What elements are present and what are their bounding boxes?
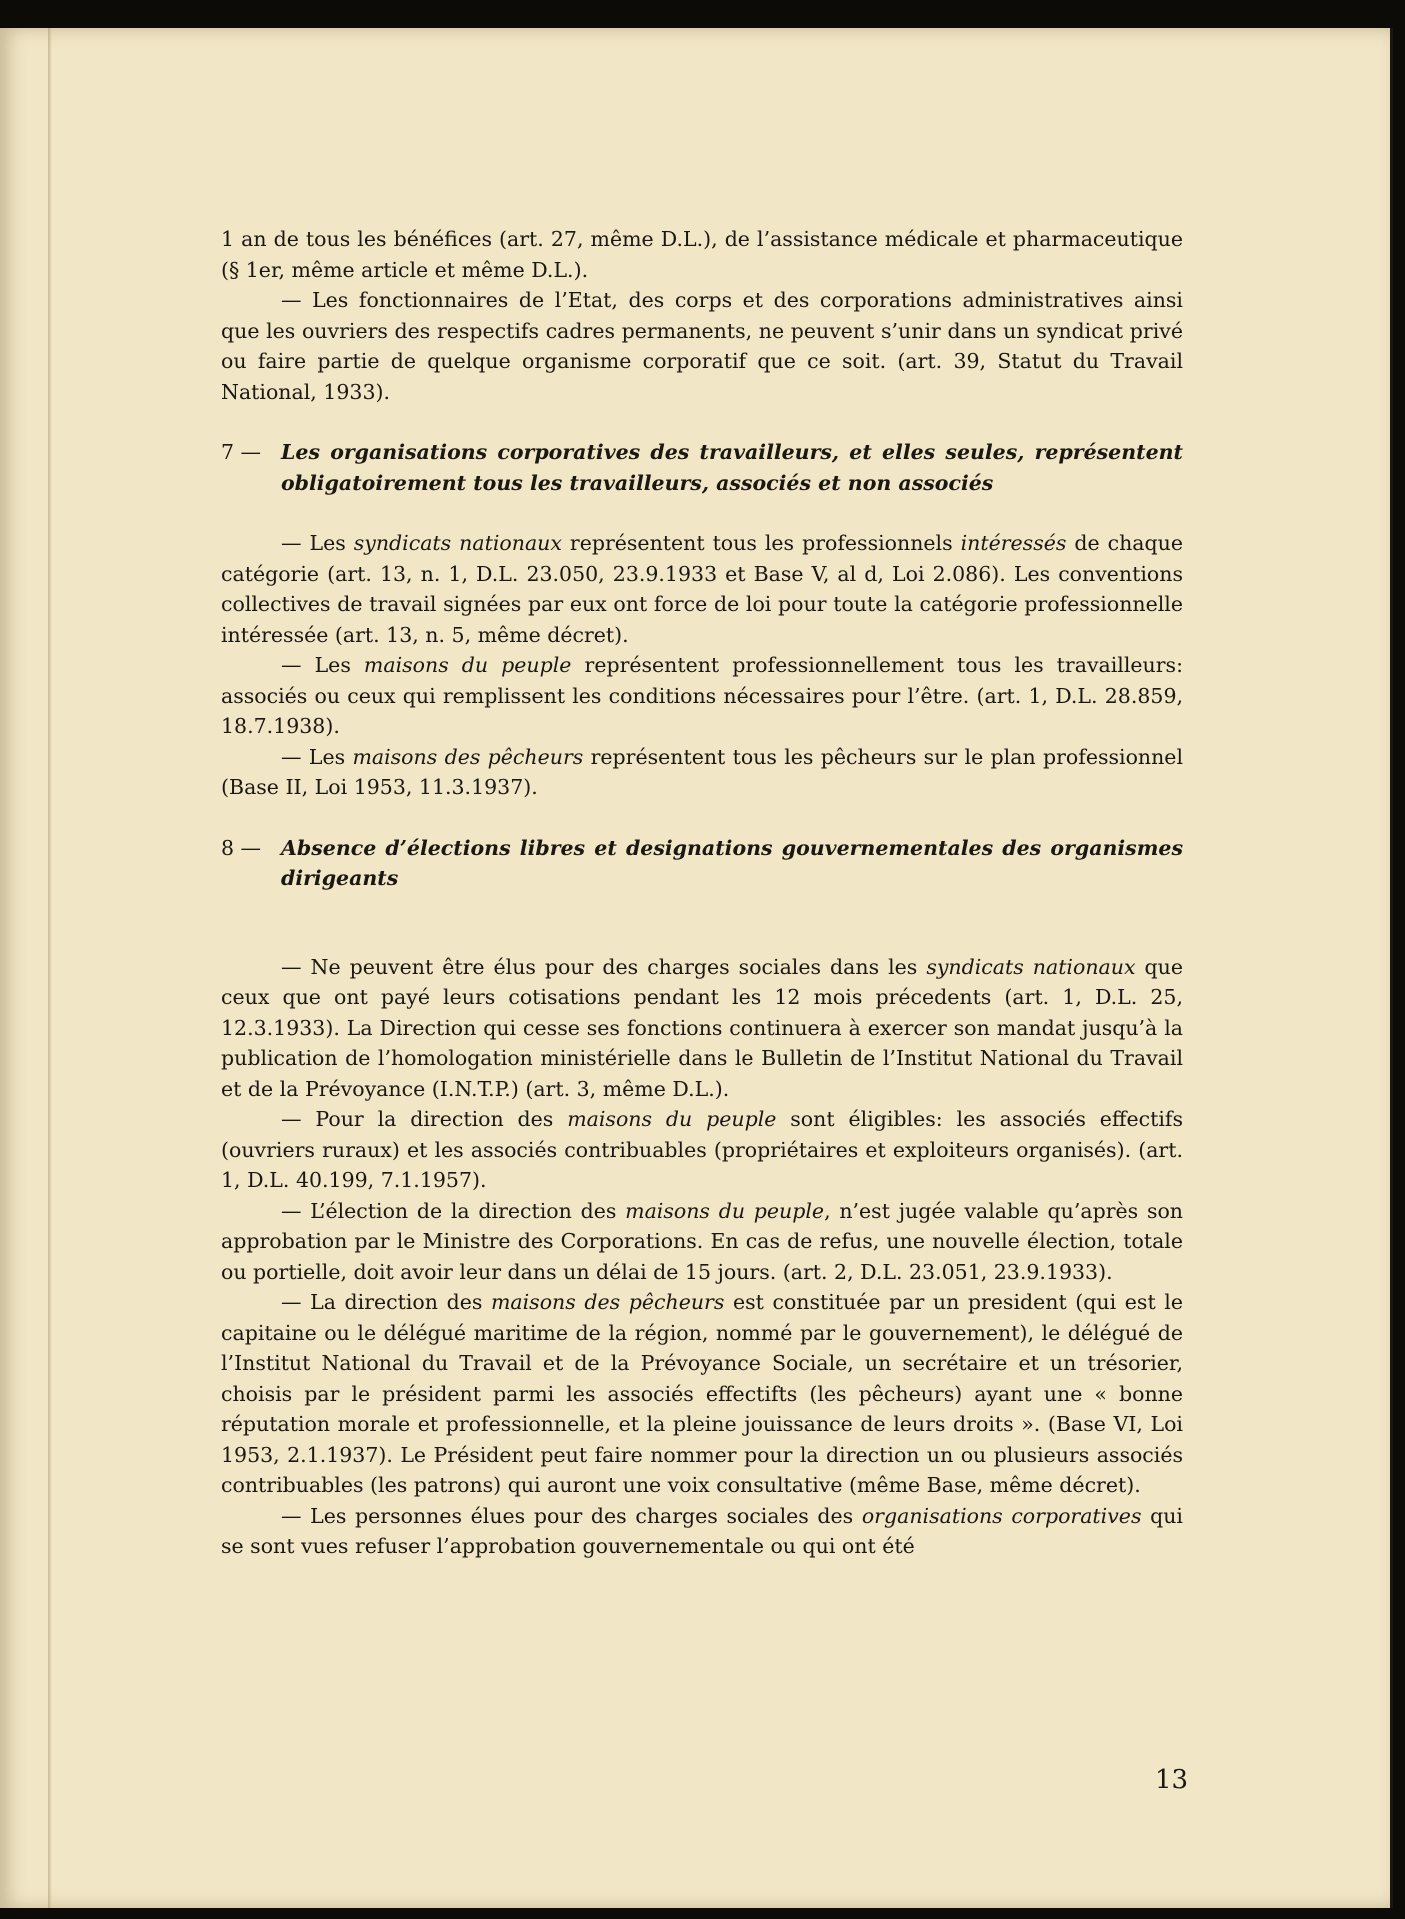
section-heading bbox=[221, 437, 1183, 498]
page-number: 13 bbox=[1155, 1765, 1189, 1795]
paragraph: 1 an de tous les bénéfices (art. 27, même D.L.), de l’assistance médicale et pharmaceutique (§ 1er, même article et même D.L.). bbox=[221, 227, 1183, 282]
section-title: Absence d’élections libres et designations gouvernementales des organismes dirigeants bbox=[281, 835, 1183, 890]
section-number: 7 — bbox=[221, 440, 262, 464]
paragraph: — Pour la direction des maisons du peuple sont éligibles: les associés effectifs (ouvriers ruraux) et les associés contribuables (propriétaires et exploiteurs organisés). (art. 1, D.L. 40.199, 7.1.1957). bbox=[221, 1107, 1183, 1192]
paragraph: — La direction des maisons des pêcheurs est constituée par un president (qui est le capitaine ou le délégué maritime de la région, nommé par le gouvernement), le délégué de l’Institut National du Travail et de la Prévoyance Sociale, un secrétaire et un trésorier, choisis par le président parmi les associés effectifts (les pêcheurs) ayant une « bonne réputation morale et professionnelle, et la pleine jouissance de leurs droits ». (Base VI, Loi 1953, 2.1.1937). Le Président peut faire nommer pour la direction un ou plusieurs associés contribuables (les patrons) qui auront une voix consultative (même Base, même décret). bbox=[221, 1290, 1183, 1497]
page-body bbox=[221, 224, 1183, 1562]
paragraph: — Les maisons du peuple représentent professionnellement tous les travailleurs: associés ou ceux qui remplissent les conditions nécessaires pour l’être. (art. 1, D.L. 28.859, 18.7.1938). bbox=[221, 653, 1183, 738]
paragraph: — Les personnes élues pour des charges sociales des organisations corporatives qui se sont vues refuser l’approbation gouvernementale ou qui ont été bbox=[221, 1503, 1183, 1558]
document-page bbox=[0, 28, 1393, 1908]
page-binding-edge bbox=[48, 28, 52, 1908]
section-number: 8 — bbox=[221, 835, 262, 860]
section-title: Les organisations corporatives des travailleurs, et elles seules, représentent obligatoirement tous les travailleurs, associés et non associés bbox=[281, 440, 1183, 495]
paragraph: — Les syndicats nationaux représentent tous les professionnels intéressés de chaque catégorie (art. 13, n. 1, D.L. 23.050, 23.9.1933 et Base V, al d, Loi 2.086). Les conventions collectives de travail signées par eux ont force de loi pour toute la catégorie professionnelle intéressée (art. 13, n. 5, même décret). bbox=[221, 531, 1183, 647]
paragraph: — Les maisons des pêcheurs représentent tous les pêcheurs sur le plan professionnel (Base II, Loi 1953, 11.3.1937). bbox=[221, 744, 1183, 799]
section-heading bbox=[221, 833, 1183, 894]
paragraph: — Ne peuvent être élus pour des charges sociales dans les syndicats nationaux que ceux que ont payé leurs cotisations pendant les 12 mois précedents (art. 1, D.L. 25, 12.3.1933). La Direction qui cesse ses fonctions continuera à exercer son mandat jusqu’à la publication de l’homologation ministérielle dans le Bulletin de l’Institut National du Travail et de la Prévoyance (I.N.T.P.) (art. 3, même D.L.). bbox=[221, 954, 1183, 1101]
vertical-spacer bbox=[221, 924, 1183, 952]
paragraph: — L’élection de la direction des maisons du peuple, n’est jugée valable qu’après son approbation par le Ministre des Corporations. En cas de refus, une nouvelle élection, totale ou portielle, doit avoir leur dans un délai de 15 jours. (art. 2, D.L. 23.051, 23.9.1933). bbox=[221, 1198, 1184, 1284]
paragraph: — Les fonctionnaires de l’Etat, des corps et des corporations administratives ainsi que les ouvriers des respectifs cadres permanents, ne peuvent s’unir dans un syndicat privé ou faire partie de quelque organisme corporatif que ce soit. (art. 39, Statut du Travail National, 1933). bbox=[221, 288, 1183, 404]
